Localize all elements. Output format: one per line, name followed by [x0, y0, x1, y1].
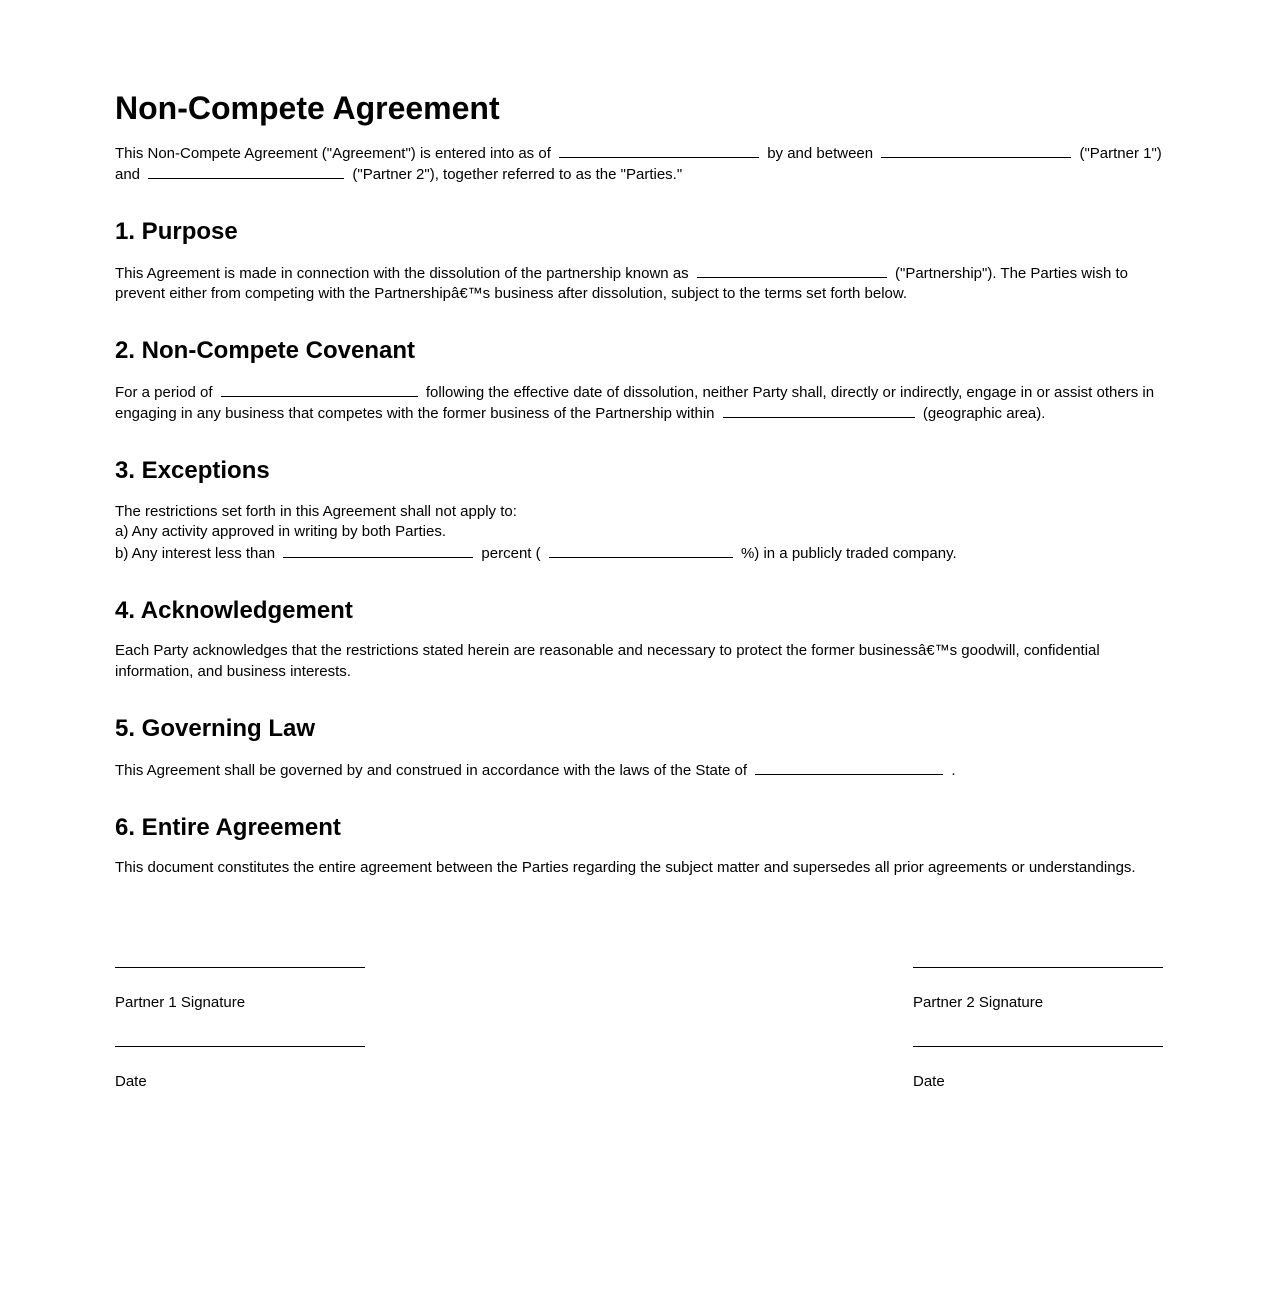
- section-body-exceptions: The restrictions set forth in this Agreement shall not apply to: a) Any activity approved in writing by both Parties. b) Any interest less than percent ( %) in a publicly traded company.: [115, 503, 957, 562]
- duration-blank: [221, 382, 418, 397]
- percent-number-blank: [549, 543, 733, 558]
- partnership-name-blank: [697, 263, 887, 278]
- section-heading-non-compete-covenant: 2. Non-Compete Covenant: [115, 337, 416, 365]
- partner1-name-blank: [881, 143, 1071, 158]
- partner2-date-line: [913, 1046, 1163, 1047]
- section-exceptions: [115, 457, 1163, 563]
- geographic-area-blank: [723, 403, 915, 418]
- partner1-date-label: Date: [115, 1072, 147, 1090]
- section-heading-acknowledgement: 4. Acknowledgement: [115, 596, 353, 624]
- section-heading-exceptions: 3. Exceptions: [115, 457, 270, 485]
- section-entire-agreement: [115, 814, 1163, 879]
- partner2-date-label: Date: [913, 1072, 945, 1090]
- partner2-signature-block: [913, 967, 1163, 1093]
- state-blank: [755, 760, 943, 775]
- section-body-governing-law: This Agreement shall be governed by and construed in accordance with the laws of the State of .: [115, 761, 956, 779]
- signature-area: [115, 967, 1163, 1093]
- partner1-signature-label: Partner 1 Signature: [115, 993, 246, 1011]
- section-heading-entire-agreement: 6. Entire Agreement: [115, 813, 341, 841]
- section-body-non-compete-covenant: For a period of following the effective date of dissolution, neither Party shall, directly or indirectly, engage in or assist others in engaging in any business that competes with the former business of the Partnership within (geographic area).: [115, 383, 1155, 423]
- section-non-compete-covenant: [115, 337, 1163, 424]
- section-body-acknowledgement: Each Party acknowledges that the restrictions stated herein are reasonable and necessary to protect the former businessâ€™s goodwill, confidential information, and business interests.: [115, 642, 1100, 680]
- partner1-date-line: [115, 1046, 365, 1047]
- section-purpose: [115, 218, 1163, 304]
- partner2-name-blank: [148, 164, 344, 179]
- document-title: Non-Compete Agreement: [115, 90, 500, 126]
- section-body-entire-agreement: This document constitutes the entire agreement between the Parties regarding the subject matter and supersedes all prior agreements or understandings.: [115, 859, 1136, 877]
- section-body-purpose: This Agreement is made in connection with the dissolution of the partnership known as ("Partnership"). The Parties wish to prevent either from competing with the Partnershipâ€™s business after dissolution, subject to the terms set forth below.: [115, 264, 1128, 303]
- section-heading-purpose: 1. Purpose: [115, 218, 238, 246]
- intro-paragraph: This Non-Compete Agreement ("Agreement") is entered into as of by and between ("Partner 1") and ("Partner 2"), together referred to as the "Parties.": [115, 144, 1162, 184]
- effective-date-blank: [559, 143, 759, 158]
- section-acknowledgement: [115, 597, 1163, 682]
- section-governing-law: [115, 715, 1163, 781]
- partner2-signature-line: [913, 967, 1163, 968]
- partner1-signature-line: [115, 967, 365, 968]
- percent-words-blank: [283, 543, 473, 558]
- partner2-signature-label: Partner 2 Signature: [913, 993, 1044, 1011]
- partner1-signature-block: [115, 967, 365, 1093]
- section-heading-governing-law: 5. Governing Law: [115, 714, 316, 742]
